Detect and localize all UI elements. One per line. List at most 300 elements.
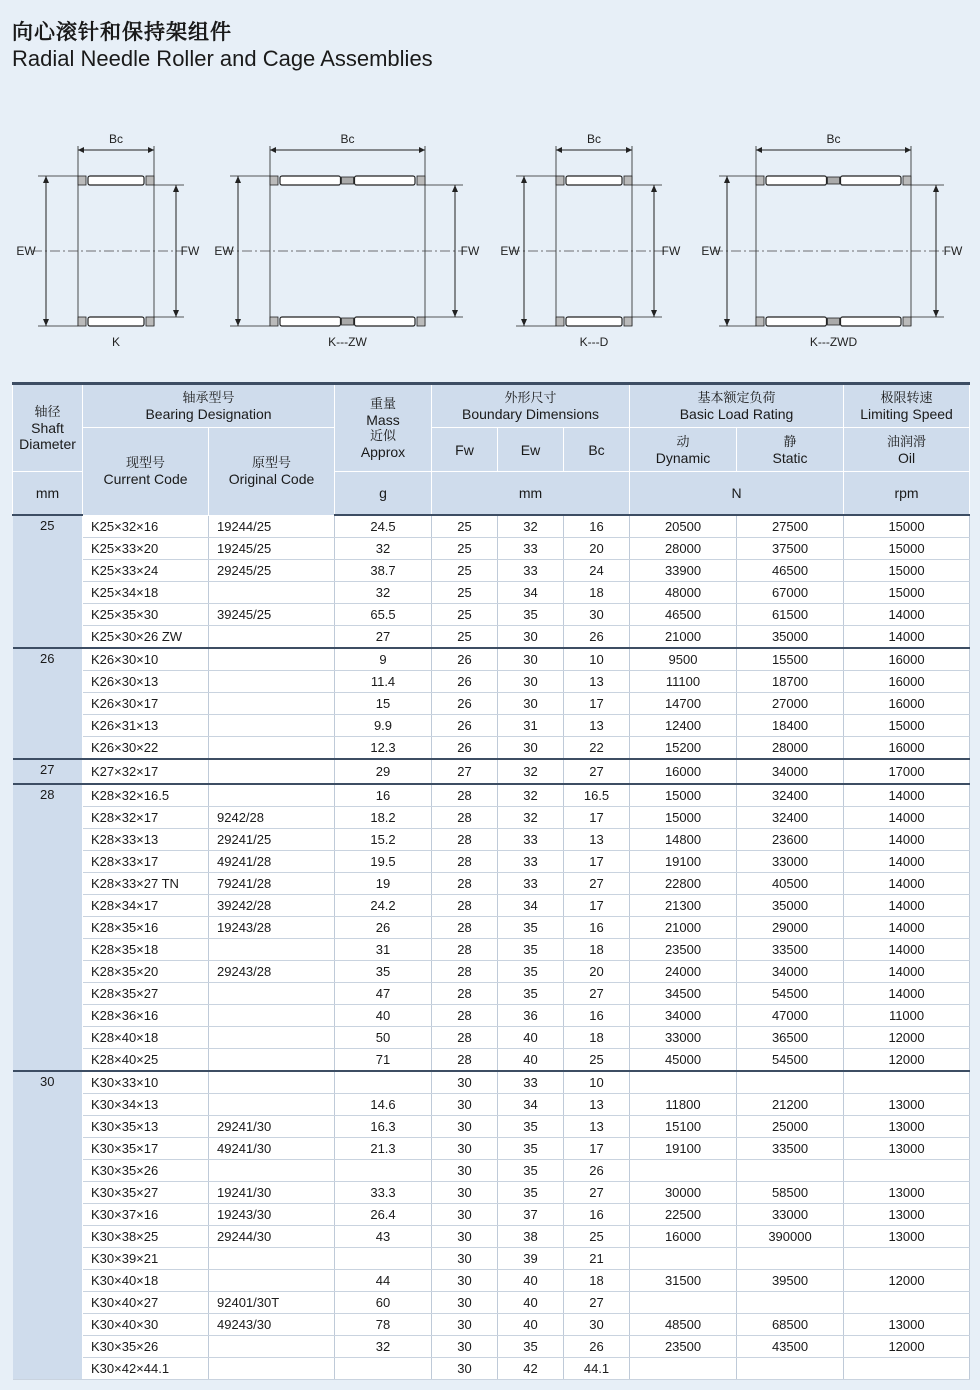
header-fw: Fw — [432, 428, 498, 472]
cell-bc: 21 — [564, 1248, 630, 1270]
cell-oil: 15000 — [844, 515, 970, 538]
cell-bc: 27 — [564, 1292, 630, 1314]
cell-bc: 16 — [564, 1005, 630, 1027]
cell-bc: 30 — [564, 1314, 630, 1336]
cell-mass: 16.3 — [335, 1116, 432, 1138]
cell-cur: K30×40×30 — [83, 1314, 209, 1336]
cell-dyn: 14700 — [630, 693, 737, 715]
cell-stat: 34000 — [737, 961, 844, 983]
cell-stat: 33000 — [737, 851, 844, 873]
cell-stat: 37500 — [737, 538, 844, 560]
table-row — [13, 917, 970, 939]
table-row — [13, 829, 970, 851]
cell-orig — [209, 693, 335, 715]
diagram-2-roller-bottom — [566, 317, 622, 326]
cell-orig — [209, 1358, 335, 1380]
cell-fw: 27 — [432, 759, 498, 784]
cell-fw: 30 — [432, 1226, 498, 1248]
cell-orig — [209, 1094, 335, 1116]
cell-ew: 33 — [498, 560, 564, 582]
cell-cur: K30×40×18 — [83, 1270, 209, 1292]
cell-mass: 15 — [335, 693, 432, 715]
cell-bc: 25 — [564, 1049, 630, 1072]
table-row — [13, 1071, 970, 1094]
cell-mass — [335, 1248, 432, 1270]
cell-mass: 38.7 — [335, 560, 432, 582]
cell-mass: 14.6 — [335, 1094, 432, 1116]
cell-bc: 26 — [564, 1336, 630, 1358]
shaft-diameter-cell: 28 — [13, 784, 83, 1071]
cell-orig — [209, 582, 335, 604]
cell-ew: 35 — [498, 1336, 564, 1358]
cell-oil: 12000 — [844, 1336, 970, 1358]
cell-bc: 18 — [564, 582, 630, 604]
cell-orig: 19241/30 — [209, 1182, 335, 1204]
cell-oil: 16000 — [844, 671, 970, 693]
cell-fw: 28 — [432, 851, 498, 873]
header-ew: Ew — [498, 428, 564, 472]
cell-mass: 44 — [335, 1270, 432, 1292]
diagram-3-ew-label: EW — [701, 244, 721, 258]
cell-cur: K28×36×16 — [83, 1005, 209, 1027]
cell-stat: 33000 — [737, 1204, 844, 1226]
cell-ew: 34 — [498, 582, 564, 604]
cell-cur: K25×34×18 — [83, 582, 209, 604]
cell-mass: 43 — [335, 1226, 432, 1248]
cell-bc: 18 — [564, 939, 630, 961]
cell-cur: K27×32×17 — [83, 759, 209, 784]
cell-stat: 33500 — [737, 1138, 844, 1160]
cell-fw: 28 — [432, 983, 498, 1005]
cell-mass: 19.5 — [335, 851, 432, 873]
cell-mass: 9 — [335, 648, 432, 671]
table-row — [13, 873, 970, 895]
diagram-3-roller-top-a — [766, 176, 827, 185]
table-row — [13, 807, 970, 829]
cell-fw: 26 — [432, 648, 498, 671]
cell-mass: 27 — [335, 626, 432, 649]
cell-dyn: 34500 — [630, 983, 737, 1005]
diagram-1-bc-label: Bc — [340, 132, 355, 146]
cell-mass: 24.5 — [335, 515, 432, 538]
cell-oil: 14000 — [844, 873, 970, 895]
cell-ew: 40 — [498, 1292, 564, 1314]
cell-cur: K30×34×13 — [83, 1094, 209, 1116]
cell-oil: 14000 — [844, 939, 970, 961]
cell-ew: 35 — [498, 983, 564, 1005]
table-row — [13, 648, 970, 671]
cell-oil: 13000 — [844, 1204, 970, 1226]
cell-stat: 25000 — [737, 1116, 844, 1138]
cell-oil: 12000 — [844, 1027, 970, 1049]
table-row — [13, 1270, 970, 1292]
cell-bc: 18 — [564, 1270, 630, 1292]
diagram-1-cage-mid-bottom — [342, 318, 354, 325]
cell-cur: K30×40×27 — [83, 1292, 209, 1314]
cell-mass: 19 — [335, 873, 432, 895]
cell-fw: 25 — [432, 538, 498, 560]
cell-orig: 39242/28 — [209, 895, 335, 917]
cell-bc: 20 — [564, 538, 630, 560]
cell-oil — [844, 1292, 970, 1314]
table-row — [13, 1226, 970, 1248]
cell-stat — [737, 1071, 844, 1094]
table-row — [13, 851, 970, 873]
cell-oil: 13000 — [844, 1182, 970, 1204]
cell-dyn: 15100 — [630, 1116, 737, 1138]
table-row — [13, 671, 970, 693]
cell-mass: 47 — [335, 983, 432, 1005]
cell-stat: 54500 — [737, 983, 844, 1005]
cell-stat: 29000 — [737, 917, 844, 939]
cell-stat: 27500 — [737, 515, 844, 538]
cell-stat: 34000 — [737, 759, 844, 784]
diagram-2-bc-label: Bc — [586, 132, 602, 146]
cell-oil: 14000 — [844, 895, 970, 917]
cell-bc: 10 — [564, 648, 630, 671]
cell-dyn: 15000 — [630, 784, 737, 807]
cell-orig: 39245/25 — [209, 604, 335, 626]
cell-fw: 25 — [432, 604, 498, 626]
cell-ew: 32 — [498, 759, 564, 784]
cell-dyn — [630, 1071, 737, 1094]
cell-fw: 30 — [432, 1292, 498, 1314]
cell-bc: 18 — [564, 1027, 630, 1049]
cell-stat: 21200 — [737, 1094, 844, 1116]
cell-cur: K28×35×18 — [83, 939, 209, 961]
cell-stat: 54500 — [737, 1049, 844, 1072]
spec-table-body — [13, 515, 970, 1380]
cell-dyn: 14800 — [630, 829, 737, 851]
cell-mass: 40 — [335, 1005, 432, 1027]
cell-stat — [737, 1248, 844, 1270]
cell-mass: 12.3 — [335, 737, 432, 760]
diagram-1-roller-top-b — [355, 176, 416, 185]
cell-bc: 44.1 — [564, 1358, 630, 1380]
page-title-cn: 向心滚针和保持架组件 — [12, 21, 232, 44]
cell-ew: 40 — [498, 1314, 564, 1336]
table-row — [13, 961, 970, 983]
cell-cur: K28×35×16 — [83, 917, 209, 939]
diagram-2-fw-label: FW — [661, 244, 681, 258]
cell-mass: 32 — [335, 1336, 432, 1358]
cell-orig — [209, 784, 335, 807]
diagram-3-roller-bottom-a — [766, 317, 827, 326]
cell-mass: 32 — [335, 582, 432, 604]
cell-dyn: 33000 — [630, 1027, 737, 1049]
cell-fw: 30 — [432, 1358, 498, 1380]
cell-bc: 10 — [564, 1071, 630, 1094]
table-row — [13, 582, 970, 604]
cell-stat: 36500 — [737, 1027, 844, 1049]
cell-fw: 28 — [432, 961, 498, 983]
cell-fw: 28 — [432, 895, 498, 917]
cell-orig — [209, 1160, 335, 1182]
cell-fw: 28 — [432, 829, 498, 851]
cell-bc: 25 — [564, 1226, 630, 1248]
cell-stat: 33500 — [737, 939, 844, 961]
cell-stat: 61500 — [737, 604, 844, 626]
cell-cur: K28×35×27 — [83, 983, 209, 1005]
cell-fw: 30 — [432, 1160, 498, 1182]
cell-bc: 13 — [564, 829, 630, 851]
cell-orig: 29241/30 — [209, 1116, 335, 1138]
table-row — [13, 784, 970, 807]
diagram-0-bc-label: Bc — [108, 132, 124, 146]
cell-stat: 32400 — [737, 807, 844, 829]
cell-fw: 30 — [432, 1116, 498, 1138]
cell-ew: 38 — [498, 1226, 564, 1248]
cell-oil: 14000 — [844, 961, 970, 983]
diagram-3-cage-right-bottom — [903, 317, 911, 326]
cell-mass: 21.3 — [335, 1138, 432, 1160]
unit-mass: g — [335, 472, 432, 516]
diagram-2-roller-top — [566, 176, 622, 185]
cell-ew: 35 — [498, 1138, 564, 1160]
cell-dyn: 21000 — [630, 917, 737, 939]
cell-bc: 26 — [564, 1160, 630, 1182]
diagram-1-cage-left-bottom — [270, 317, 278, 326]
cell-cur: K30×37×16 — [83, 1204, 209, 1226]
bearing-diagrams-svg — [0, 120, 980, 360]
table-row — [13, 1182, 970, 1204]
page-title-en: Radial Needle Roller and Cage Assemblies — [12, 46, 433, 71]
cell-orig — [209, 671, 335, 693]
cell-cur: K28×34×17 — [83, 895, 209, 917]
cell-stat: 32400 — [737, 784, 844, 807]
cell-cur: K25×33×24 — [83, 560, 209, 582]
cell-mass — [335, 1358, 432, 1380]
cell-ew: 39 — [498, 1248, 564, 1270]
cell-orig — [209, 983, 335, 1005]
cell-fw: 30 — [432, 1071, 498, 1094]
unit-dimensions: mm — [432, 472, 630, 516]
cell-dyn: 19100 — [630, 851, 737, 873]
cell-orig — [209, 1049, 335, 1072]
cell-cur: K26×30×13 — [83, 671, 209, 693]
cell-mass: 9.9 — [335, 715, 432, 737]
cell-cur: K30×38×25 — [83, 1226, 209, 1248]
cell-stat: 23600 — [737, 829, 844, 851]
cell-dyn: 48500 — [630, 1314, 737, 1336]
cell-oil: 14000 — [844, 604, 970, 626]
cell-mass — [335, 1071, 432, 1094]
cell-orig: 79241/28 — [209, 873, 335, 895]
cell-bc: 13 — [564, 715, 630, 737]
cell-dyn: 9500 — [630, 648, 737, 671]
cell-ew: 40 — [498, 1270, 564, 1292]
cell-oil: 15000 — [844, 538, 970, 560]
cell-fw: 26 — [432, 715, 498, 737]
cell-stat: 18700 — [737, 671, 844, 693]
diagram-3-cage-mid-top — [828, 177, 840, 184]
cell-fw: 25 — [432, 626, 498, 649]
cell-oil: 13000 — [844, 1094, 970, 1116]
diagram-2-type-label: K---D — [579, 335, 609, 349]
cell-ew: 35 — [498, 604, 564, 626]
cell-bc: 17 — [564, 895, 630, 917]
table-row — [13, 715, 970, 737]
cell-dyn: 16000 — [630, 759, 737, 784]
shaft-diameter-cell: 27 — [13, 759, 83, 784]
cell-cur: K28×33×13 — [83, 829, 209, 851]
cell-ew: 30 — [498, 737, 564, 760]
cell-fw: 28 — [432, 1027, 498, 1049]
cell-ew: 35 — [498, 917, 564, 939]
table-row — [13, 983, 970, 1005]
cell-mass: 24.2 — [335, 895, 432, 917]
shaft-diameter-cell: 25 — [13, 515, 83, 648]
cell-dyn: 34000 — [630, 1005, 737, 1027]
cell-orig: 19244/25 — [209, 515, 335, 538]
cell-cur: K28×33×17 — [83, 851, 209, 873]
cell-fw: 26 — [432, 737, 498, 760]
diagram-3-bc-label: Bc — [826, 132, 841, 146]
cell-bc: 27 — [564, 983, 630, 1005]
cell-cur: K26×30×17 — [83, 693, 209, 715]
cell-stat: 27000 — [737, 693, 844, 715]
cell-ew: 34 — [498, 1094, 564, 1116]
table-row — [13, 895, 970, 917]
diagram-1-cage-right-top — [417, 176, 425, 185]
cell-orig: 49241/30 — [209, 1138, 335, 1160]
cell-fw: 28 — [432, 1005, 498, 1027]
cell-bc: 27 — [564, 759, 630, 784]
diagram-3-cage-mid-bottom — [828, 318, 840, 325]
cell-cur: K30×42×44.1 — [83, 1358, 209, 1380]
cell-orig: 19243/30 — [209, 1204, 335, 1226]
cell-orig — [209, 648, 335, 671]
diagram-3-cage-left-bottom — [756, 317, 764, 326]
cell-dyn — [630, 1248, 737, 1270]
cell-dyn: 28000 — [630, 538, 737, 560]
cell-ew: 40 — [498, 1049, 564, 1072]
cell-cur: K30×35×27 — [83, 1182, 209, 1204]
cell-cur: K30×35×17 — [83, 1138, 209, 1160]
diagram-0-cage-left-bottom — [78, 317, 86, 326]
diagram-3-cage-right-top — [903, 176, 911, 185]
cell-cur: K30×35×13 — [83, 1116, 209, 1138]
cell-ew: 35 — [498, 1182, 564, 1204]
cell-oil: 13000 — [844, 1116, 970, 1138]
cell-stat: 46500 — [737, 560, 844, 582]
cell-dyn: 31500 — [630, 1270, 737, 1292]
cell-fw: 28 — [432, 873, 498, 895]
cell-orig — [209, 1005, 335, 1027]
cell-stat: 43500 — [737, 1336, 844, 1358]
cell-orig: 29244/30 — [209, 1226, 335, 1248]
cell-dyn: 21300 — [630, 895, 737, 917]
header-mass: 重量 Mass 近似 Approx — [335, 384, 432, 472]
cell-bc: 30 — [564, 604, 630, 626]
diagram-0-roller-bottom — [88, 317, 144, 326]
diagram-0-cage-right-bottom — [146, 317, 154, 326]
cell-bc: 26 — [564, 626, 630, 649]
cell-cur: K26×31×13 — [83, 715, 209, 737]
cell-stat: 68500 — [737, 1314, 844, 1336]
cell-stat: 58500 — [737, 1182, 844, 1204]
cell-dyn: 19100 — [630, 1138, 737, 1160]
cell-ew: 30 — [498, 671, 564, 693]
cell-cur: K30×35×26 — [83, 1336, 209, 1358]
diagram-2-cage-left-bottom — [556, 317, 564, 326]
bearing-diagrams — [0, 120, 980, 360]
cell-cur: K25×30×26 ZW — [83, 626, 209, 649]
diagram-1-roller-top-a — [280, 176, 341, 185]
cell-orig: 19243/28 — [209, 917, 335, 939]
cell-dyn: 11800 — [630, 1094, 737, 1116]
cell-mass: 26 — [335, 917, 432, 939]
cell-orig: 29243/28 — [209, 961, 335, 983]
cell-stat — [737, 1358, 844, 1380]
header-shaft: 轴径 Shaft Diameter — [13, 384, 83, 472]
cell-fw: 25 — [432, 582, 498, 604]
cell-cur: K25×32×16 — [83, 515, 209, 538]
diagram-1-cage-left-top — [270, 176, 278, 185]
cell-oil: 15000 — [844, 560, 970, 582]
cell-ew: 30 — [498, 648, 564, 671]
cell-oil: 11000 — [844, 1005, 970, 1027]
cell-stat: 39500 — [737, 1270, 844, 1292]
cell-bc: 27 — [564, 1182, 630, 1204]
unit-shaft: mm — [13, 472, 83, 516]
cell-bc: 16 — [564, 1204, 630, 1226]
cell-fw: 28 — [432, 939, 498, 961]
cell-ew: 32 — [498, 515, 564, 538]
cell-orig — [209, 737, 335, 760]
cell-fw: 30 — [432, 1248, 498, 1270]
cell-mass — [335, 1160, 432, 1182]
cell-oil: 15000 — [844, 715, 970, 737]
cell-oil: 14000 — [844, 784, 970, 807]
table-row — [13, 560, 970, 582]
cell-cur: K28×35×20 — [83, 961, 209, 983]
cell-oil: 15000 — [844, 582, 970, 604]
diagram-3-roller-top-b — [841, 176, 902, 185]
cell-oil: 12000 — [844, 1270, 970, 1292]
cell-bc: 13 — [564, 671, 630, 693]
cell-dyn: 11100 — [630, 671, 737, 693]
cell-ew: 33 — [498, 538, 564, 560]
diagram-2-cage-left-top — [556, 176, 564, 185]
cell-orig — [209, 1270, 335, 1292]
cell-dyn: 15000 — [630, 807, 737, 829]
cell-fw: 25 — [432, 515, 498, 538]
cell-oil — [844, 1358, 970, 1380]
diagram-3-type-label: K---ZWD — [809, 335, 858, 349]
cell-bc: 17 — [564, 807, 630, 829]
cell-fw: 30 — [432, 1182, 498, 1204]
diagram-3-fw-label: FW — [943, 244, 963, 258]
cell-orig — [209, 759, 335, 784]
cell-fw: 30 — [432, 1336, 498, 1358]
cell-fw: 30 — [432, 1138, 498, 1160]
cell-dyn: 33900 — [630, 560, 737, 582]
cell-cur: K28×32×16.5 — [83, 784, 209, 807]
cell-stat: 35000 — [737, 895, 844, 917]
cell-ew: 42 — [498, 1358, 564, 1380]
cell-ew: 33 — [498, 1071, 564, 1094]
table-row — [13, 1160, 970, 1182]
cell-orig — [209, 1071, 335, 1094]
cell-stat: 15500 — [737, 648, 844, 671]
cell-fw: 28 — [432, 1049, 498, 1072]
cell-mass: 65.5 — [335, 604, 432, 626]
cell-dyn: 46500 — [630, 604, 737, 626]
cell-orig — [209, 626, 335, 649]
header-oil: 油润滑 Oil — [844, 428, 970, 472]
cell-oil: 14000 — [844, 626, 970, 649]
